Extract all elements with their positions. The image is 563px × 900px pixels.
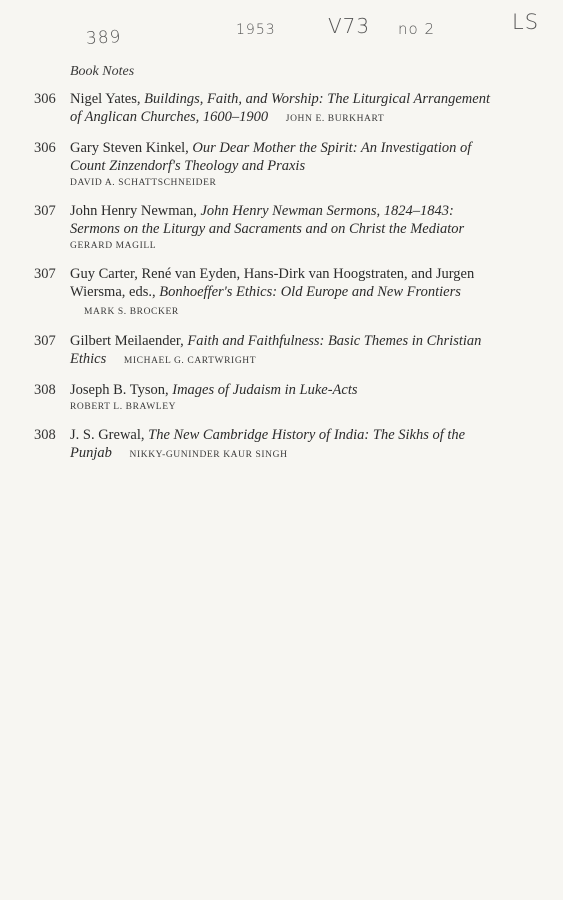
section-title: Book Notes: [70, 64, 135, 79]
page-number: 307: [34, 333, 56, 349]
entry-author: Joseph B. Tyson,: [70, 382, 169, 398]
book-notes-list: [34, 90, 504, 475]
page-number: 306: [34, 140, 56, 156]
list-item: [34, 265, 504, 321]
entry-reviewer: DAVID A. SCHATTSCHNEIDER: [70, 178, 217, 188]
entry-reviewer: JOHN E. BURKHART: [285, 114, 385, 124]
entry-title: John Henry Newman Sermons, 1824–1843: Sermons on the Liturgy and Sacraments and on Christ the Mediator: [70, 203, 465, 237]
list-item: [34, 139, 504, 191]
entry-author: Gary Steven Kinkel,: [70, 140, 189, 156]
entry-title: Bonhoeffer's Ethics: Old Europe and New Frontiers: [159, 284, 461, 300]
page-number: 308: [34, 382, 56, 398]
entry-title: Our Dear Mother the Spirit: An Investigation of Count Zinzendorf's Theology and Praxis: [70, 140, 472, 174]
entry-body: [70, 332, 504, 370]
entry-author: John Henry Newman,: [70, 203, 197, 219]
entry-reviewer: NIKKY-GUNINDER KAUR SINGH: [129, 450, 288, 460]
entry-body: [70, 426, 504, 464]
entry-title: Images of Judaism in Luke-Acts: [172, 382, 358, 398]
list-item: [34, 381, 504, 415]
entry-reviewer: GERARD MAGILL: [70, 241, 157, 251]
handwritten-initials: LS: [512, 10, 540, 34]
page-number: 306: [34, 91, 56, 107]
page-number: 307: [34, 203, 56, 219]
handwritten-number: 389: [85, 27, 122, 49]
entry-body: [70, 381, 504, 415]
entry-reviewer: ROBERT L. BRAWLEY: [70, 402, 177, 412]
handwritten-year: 1953: [236, 22, 276, 38]
handwritten-issue: no 2: [398, 20, 435, 38]
entry-author: Guy Carter, René van Eyden, Hans-Dirk van Hoogstraten, and Jurgen Wiersma, eds.,: [70, 266, 475, 300]
entry-reviewer: MARK S. BROCKER: [84, 307, 179, 317]
entry-reviewer: MICHAEL G. CARTWRIGHT: [123, 356, 257, 366]
page-number: 308: [34, 427, 56, 443]
entry-author: J. S. Grewal,: [70, 427, 145, 443]
entry-title: The New Cambridge History of India: The Sikhs of the Punjab: [70, 427, 466, 461]
entry-author: Gilbert Meilaender,: [70, 333, 184, 349]
entry-body: [70, 202, 504, 254]
handwritten-volume: V73: [328, 14, 371, 38]
list-item: [34, 426, 504, 464]
entry-body: [70, 265, 504, 321]
list-item: [34, 332, 504, 370]
entry-body: [70, 90, 504, 128]
list-item: [34, 90, 504, 128]
page-number: 307: [34, 266, 56, 282]
entry-title: Buildings, Faith, and Worship: The Liturgical Arrangement of Anglican Churches, 1600–1900: [70, 91, 490, 125]
list-item: [34, 202, 504, 254]
entry-author: Nigel Yates,: [70, 91, 141, 107]
entry-title: Faith and Faithfulness: Basic Themes in Christian Ethics: [70, 333, 482, 367]
entry-body: [70, 139, 504, 191]
